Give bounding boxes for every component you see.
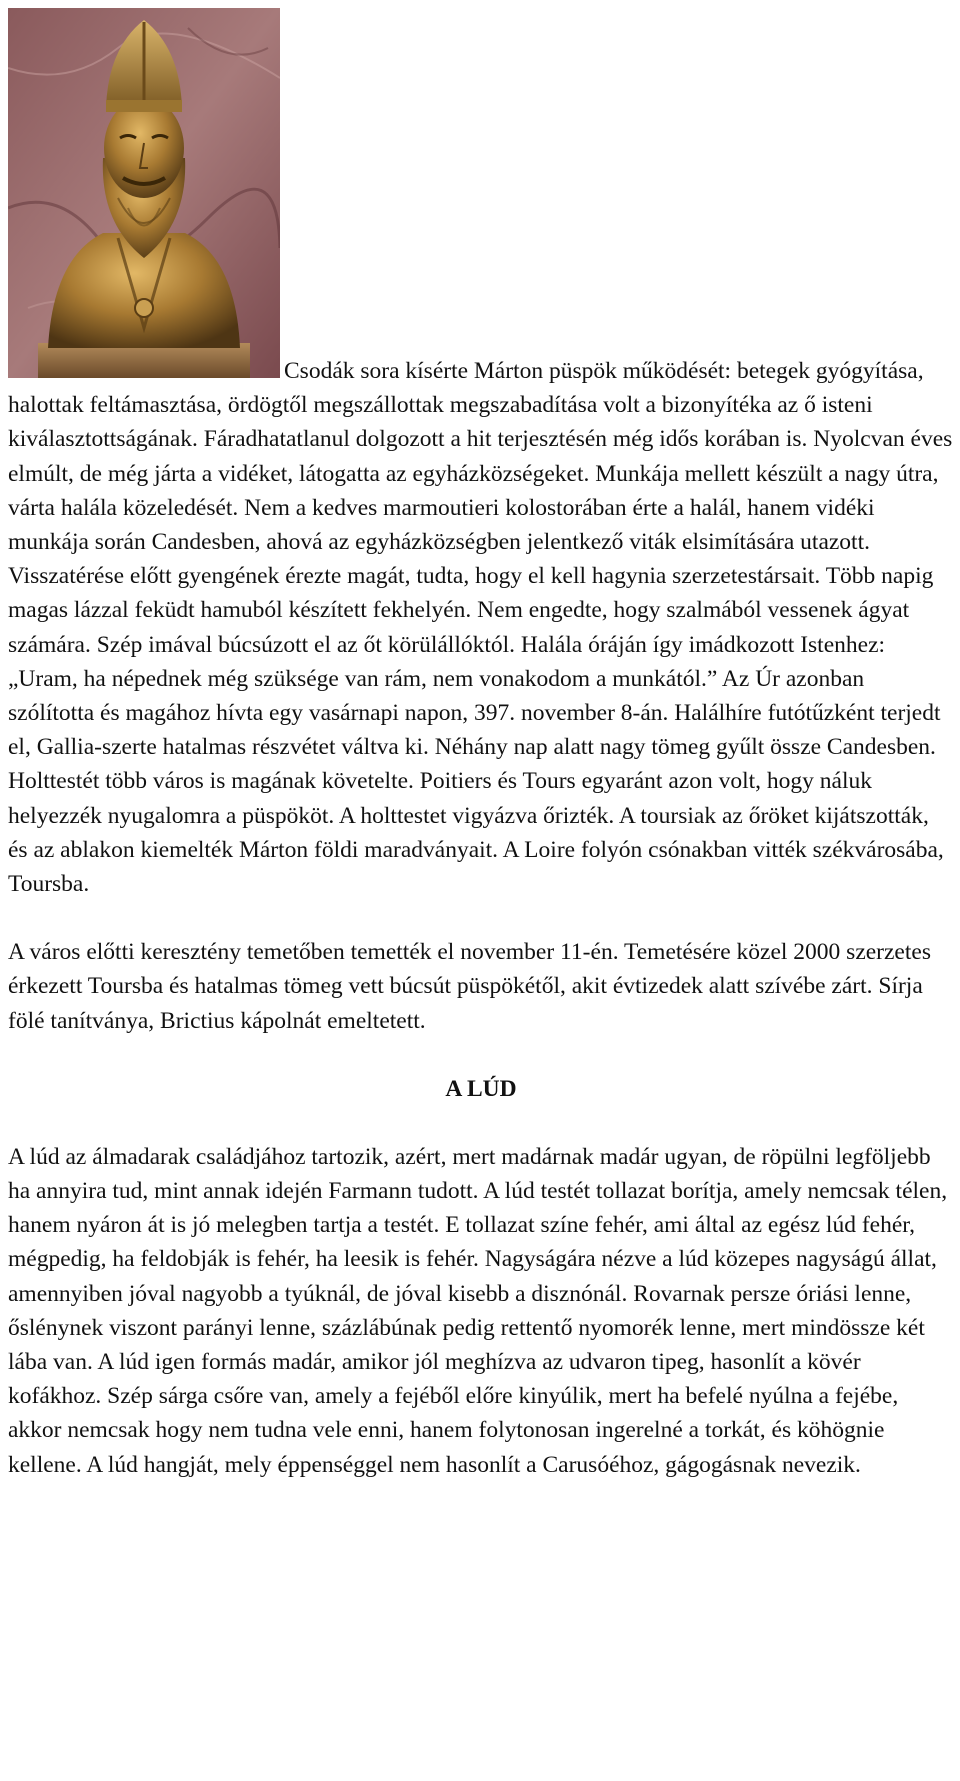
document-page — [8, 8, 954, 1482]
bust-statue-photo — [8, 8, 280, 378]
spacer — [8, 901, 954, 935]
section-heading: A LÚD — [445, 1075, 517, 1102]
spacer — [8, 1038, 954, 1072]
paragraph-1 — [8, 8, 954, 901]
paragraph-2: A város előtti keresztény temetőben temették el november 11-én. Temetésére közel 2000 szerzetes érkezett Toursba és hatalmas tömeg vett búcsút püspökétől, akit évtizedek alatt szívébe zárt. Sírja fölé tanítványa, Brictius kápolnát emeltetett. — [8, 939, 931, 1034]
paragraph-3: A lúd az álmadarak családjához tartozik, azért, mert madárnak madár ugyan, de röpülni legföljebb ha annyira tud, mint annak idején Farmann tudott. A lúd testét tollazat borítja, amely nemcsak télen, hanem nyáron át is jó melegben tartja a testét. E tollazat színe fehér, ami által az egész lúd fehér, mégpedig, ha feldobják is fehér, ha leesik is fehér. Nagyságára nézve a lúd közepes nagyságú állat, amennyiben jóval nagyobb a tyúknál, de jóval kisebb a disznónál. Rovarnak persze óriási lenne, őslénynek viszont parányi lenne, százlábúnak pedig rettentő nyomorék lenne, mert mindössze két lába van. A lúd igen formás madár, amikor jól meghízva az udvaron tipeg, hasonlít a kövér kofákhoz. Szép sárga csőre van, amely a fejéből előre kinyúlik, mert ha befelé nyúlna a fejébe, akkor nemcsak hogy nem tudna vele enni, hanem folytonosan ingerelné a torkát, és köhögnie kellene. A lúd hangját, mely éppenséggel nem hasonlít a Carusóéhoz, gágogásnak nevezik. — [8, 1143, 948, 1478]
paragraph-1-text: Csodák sora kísérte Márton püspök működését: betegek gyógyítása, halottak feltámasztása, ördögtől megszállottak megszabadítása volt a bizonyítéka az ő isteni kiválasztottságának. Fáradhatatlanul dolgozott a hit terjesztésén még idős korában is. Nyolcvan éves elmúlt, de még járta a vidéket, látogatta az egyházközségeket. Munkája mellett készült a nagy útra, várta halála közeledését. Nem a kedves marmoutieri kolostorában érte a halál, hanem vidéki munkája során Candesben, ahová az egyházközségben jelentkező viták elsimítására utazott. Visszatérése előtt gyengének érezte magát, tudta, hogy el kell hagynia szerzetestársait. Több napig magas lázzal feküdt hamuból készített fekhelyén. Nem engedte, hogy szalmából vessenek ágyat számára. Szép imával búcsúzott el az őt körülállóktól. Halála óráján így imádkozott Istenhez: „Uram, ha népednek még szüksége van rám, nem vonakodom a munkától.” Az Úr azonban szólította és magához hívta egy vasárnapi napon, 397. november 8-án. Halálhíre futótűzként terjedt el, Gallia-szerte hatalmas részvétet váltva ki. Néhány nap alatt nagy tömeg gyűlt össze Candesben. Holttestét több város is magának követelte. Poitiers és Tours egyaránt azon volt, hogy náluk helyezzék nyugalomra a püspököt. A holttestet vigyázva őrizték. A toursiak az őröket kijátszották, és az ablakon kiemelték Márton földi maradványait. A Loire folyón csónakban vitték székvárosába, Toursba. — [8, 358, 953, 898]
spacer — [8, 1106, 954, 1140]
